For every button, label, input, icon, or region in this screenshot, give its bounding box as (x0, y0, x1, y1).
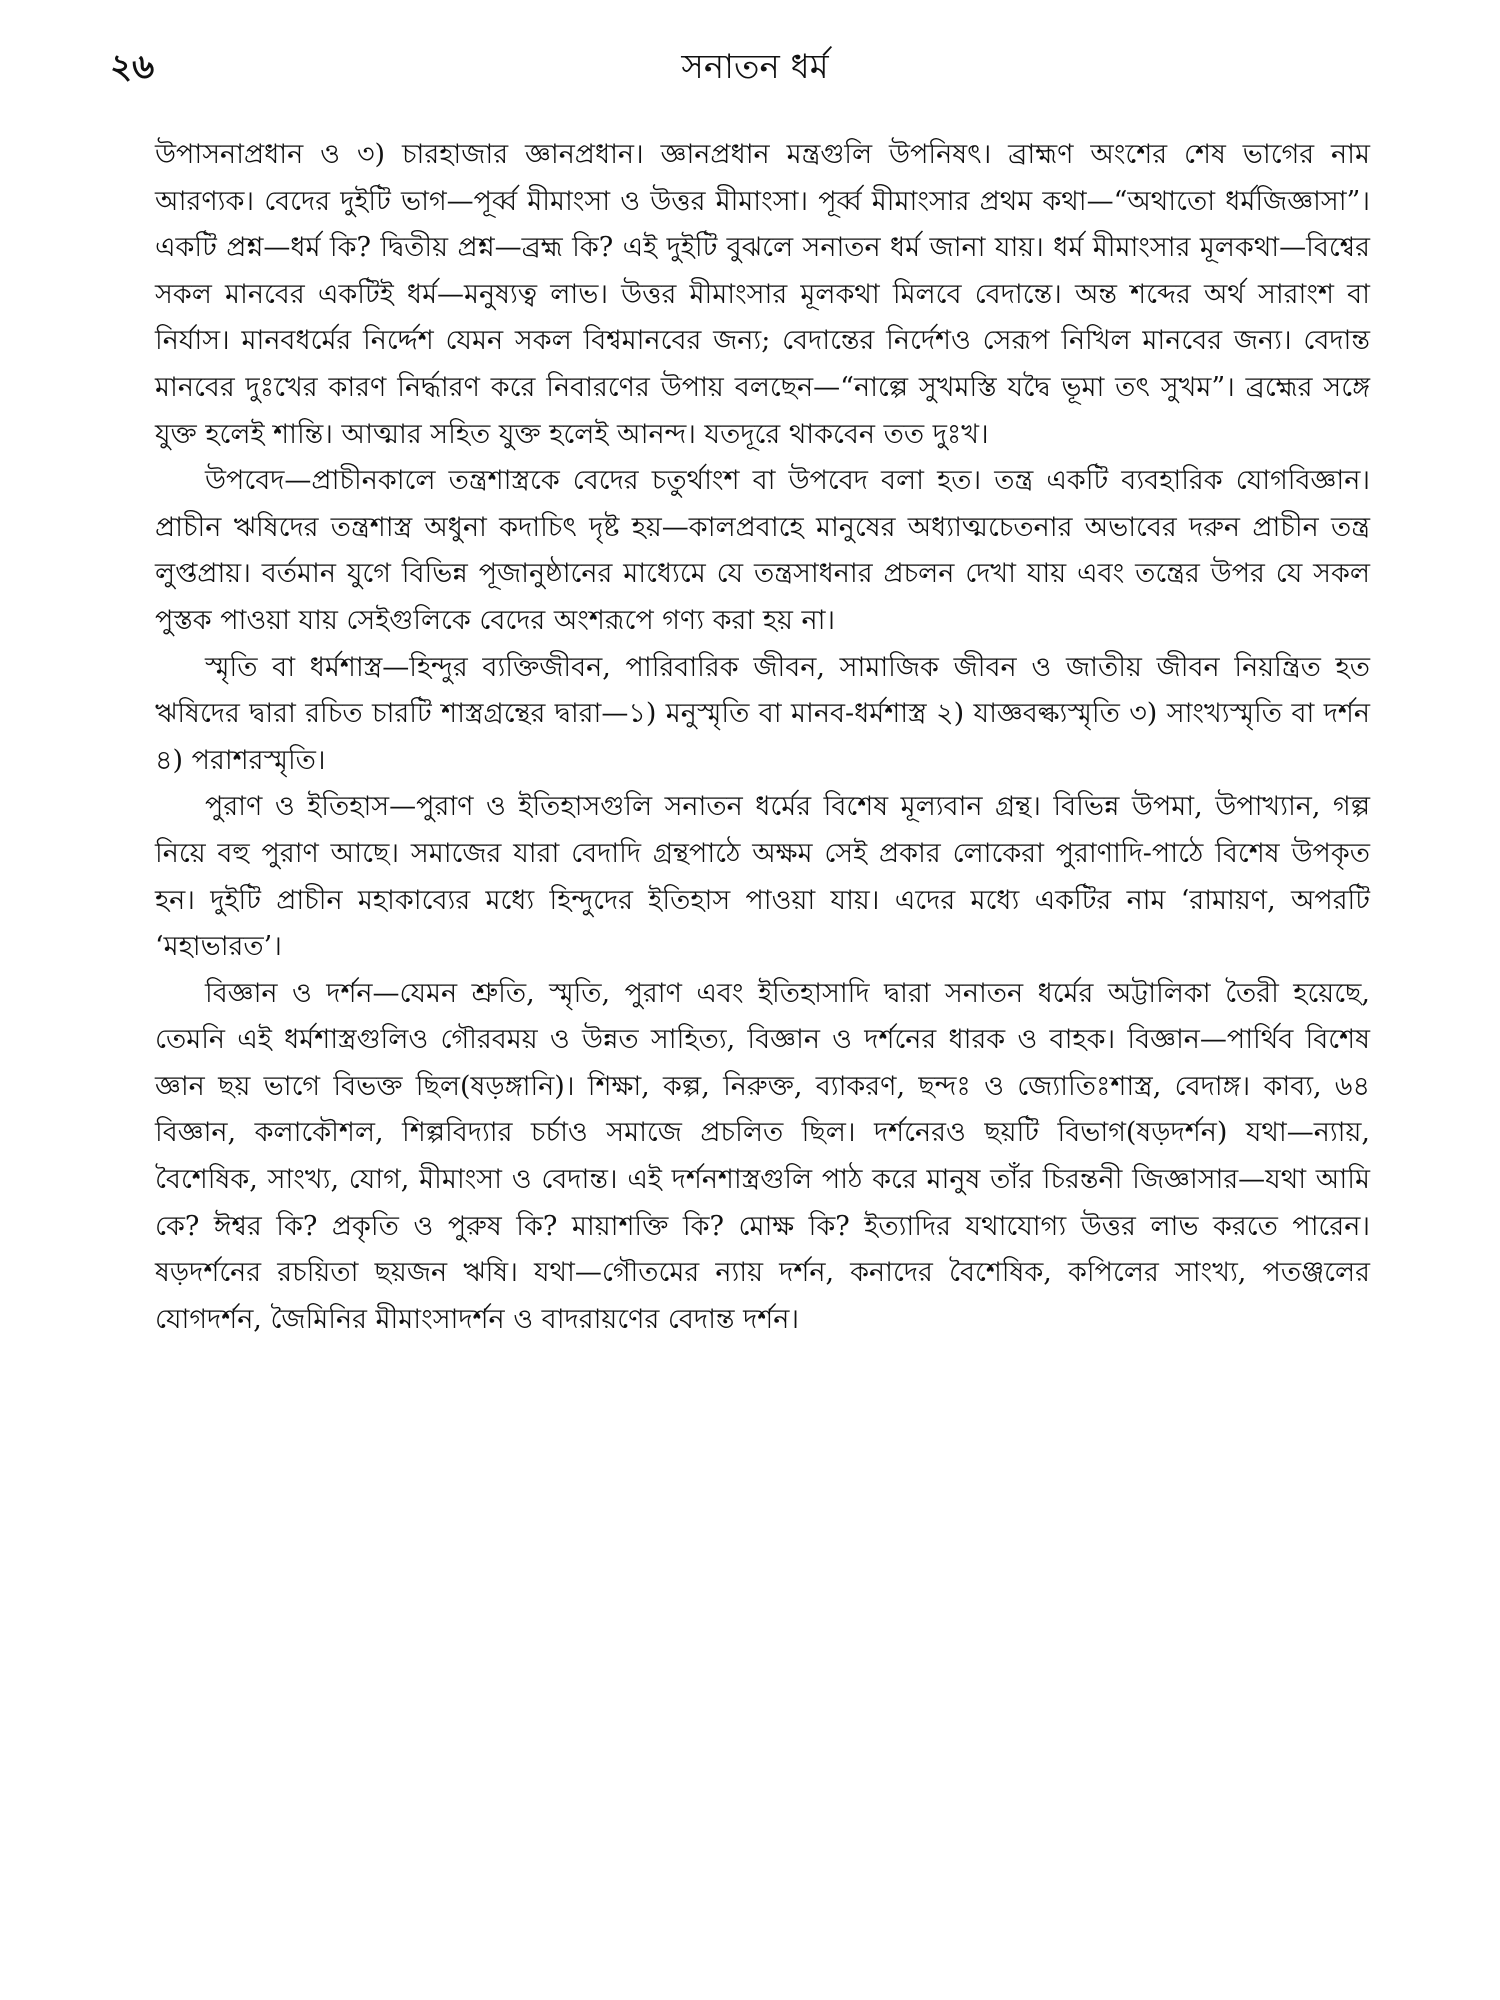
paragraph-purana-itihasa: পুরাণ ও ইতিহাস—পুরাণ ও ইতিহাসগুলি সনাতন ধর্মের বিশেষ মূল্যবান গ্রন্থ। বিভিন্ন উপমা, উপাখ্যান, গল্প নিয়ে বহু পুরাণ আছে। সমাজের যারা বেদাদি গ্রন্থপাঠে অক্ষম সেই প্রকার লোকেরা পুরাণাদি-পাঠে বিশেষ উপকৃত হন। দুইটি প্রাচীন মহাকাব্যের মধ্যে হিন্দুদের ইতিহাস পাওয়া যায়। এদের মধ্যে একটির নাম ‘রামায়ণ, অপরটি ‘মহাভারত’। (155, 791, 1370, 963)
paragraph-smriti: স্মৃতি বা ধর্মশাস্ত্র—হিন্দুর ব্যক্তিজীবন, পারিবারিক জীবন, সামাজিক জীবন ও জাতীয় জীবন নিয়ন্ত্রিত হত ঋষিদের দ্বারা রচিত চারটি শাস্ত্রগ্রন্থের দ্বারা—১) মনুস্মৃতি বা মানব-ধর্মশাস্ত্র ২) যাজ্ঞবল্ক্যস্মৃতি ৩) সাংখ্যস্মৃতি বা দর্শন ৪) পরাশরস্মৃতি। (155, 651, 1370, 776)
paragraph-mimamsa: উপাসনাপ্রধান ও ৩) চারহাজার জ্ঞানপ্রধান। জ্ঞানপ্রধান মন্ত্রগুলি উপনিষৎ। ব্রাহ্মণ অংশের শেষ ভাগের নাম আরণ্যক। বেদের দুইটি ভাগ—পূর্ব্ব মীমাংসা ও উত্তর মীমাংসা। পূর্ব্ব মীমাংসার প্রথম কথা—“অথাতো ধর্মজিজ্ঞাসা”। একটি প্রশ্ন—ধর্ম কি? দ্বিতীয় প্রশ্ন—ব্রহ্ম কি? এই দুইটি বুঝলে সনাতন ধর্ম জানা যায়। ধর্ম মীমাংসার মূলকথা—বিশ্বের সকল মানবের একটিই ধর্ম—মনুষ্যত্ব লাভ। উত্তর মীমাংসার মূলকথা মিলবে বেদান্তে। অন্ত শব্দের অর্থ সারাংশ বা নির্যাস। মানবধর্মের নির্দ্দেশ যেমন সকল বিশ্বমানবের জন্য; বেদান্তের নির্দেশও সেরূপ নিখিল মানবের জন্য। বেদান্ত মানবের দুঃখের কারণ নির্দ্ধারণ করে নিবারণের উপায় বলছেন—“নাল্পে সুখমস্তি যদ্বৈ ভূমা তৎ সুখম”। ব্রহ্মের সঙ্গে যুক্ত হলেই শান্তি। আত্মার সহিত যুক্ত হলেই আনন্দ। যতদূরে থাকবেন তত দুঃখ। (155, 139, 1370, 450)
paragraph-vijnana-darshana: বিজ্ঞান ও দর্শন—যেমন শ্রুতি, স্মৃতি, পুরাণ এবং ইতিহাসাদি দ্বারা সনাতন ধর্মের অট্টালিকা তৈরী হয়েছে, তেমনি এই ধর্মশাস্ত্রগুলিও গৌরবময় ও উন্নত সাহিত্য, বিজ্ঞান ও দর্শনের ধারক ও বাহক। বিজ্ঞান—পার্থিব বিশেষ জ্ঞান ছয় ভাগে বিভক্ত ছিল(ষড়ঙ্গানি)। শিক্ষা, কল্প, নিরুক্ত, ব্যাকরণ, ছন্দঃ ও জ্যোতিঃশাস্ত্র, বেদাঙ্গ। কাব্য, ৬৪ বিজ্ঞান, কলাকৌশল, শিল্পবিদ্যার চর্চাও সমাজে প্রচলিত ছিল। দর্শনেরও ছয়টি বিভাগ(ষড়দর্শন) যথা—ন্যায়, বৈশেষিক, সাংখ্য, যোগ, মীমাংসা ও বেদান্ত। এই দর্শনশাস্ত্রগুলি পাঠ করে মানুষ তাঁর চিরন্তনী জিজ্ঞাসার—যথা আমি কে? ঈশ্বর কি? প্রকৃতি ও পুরুষ কি? মায়াশক্তি কি? মোক্ষ কি? ইত্যাদির যথাযোগ্য উত্তর লাভ করতে পারেন। ষড়দর্শনের রচয়িতা ছয়জন ঋষি। যথা—গৌতমের ন্যায় দর্শন, কনাদের বৈশেষিক, কপিলের সাংখ্য, পতঞ্জলের যোগদর্শন, জৈমিনির মীমাংসাদর্শন ও বাদরায়ণের বেদান্ত দর্শন। (155, 977, 1370, 1335)
body-text (155, 132, 1370, 1343)
running-title: সনাতন ধর্ম (681, 47, 829, 87)
page-number: ২৬ (110, 47, 155, 87)
paragraph-upaveda: উপবেদ—প্রাচীনকালে তন্ত্রশাস্ত্রকে বেদের চতুর্থাংশ বা উপবেদ বলা হত। তন্ত্র একটি ব্যবহারিক যোগবিজ্ঞান। প্রাচীন ঋষিদের তন্ত্রশাস্ত্র অধুনা কদাচিৎ দৃষ্ট হয়—কালপ্রবাহে মানুষের অধ্যাত্মচেতনার অভাবের দরুন প্রাচীন তন্ত্র লুপ্তপ্রায়। বর্তমান যুগে বিভিন্ন পূজানুষ্ঠানের মাধ্যেমে যে তন্ত্রসাধনার প্রচলন দেখা যায় এবং তন্ত্রের উপর যে সকল পুস্তক পাওয়া যায় সেইগুলিকে বেদের অংশরূপে গণ্য করা হয় না। (155, 465, 1370, 636)
page-header (110, 42, 1400, 92)
